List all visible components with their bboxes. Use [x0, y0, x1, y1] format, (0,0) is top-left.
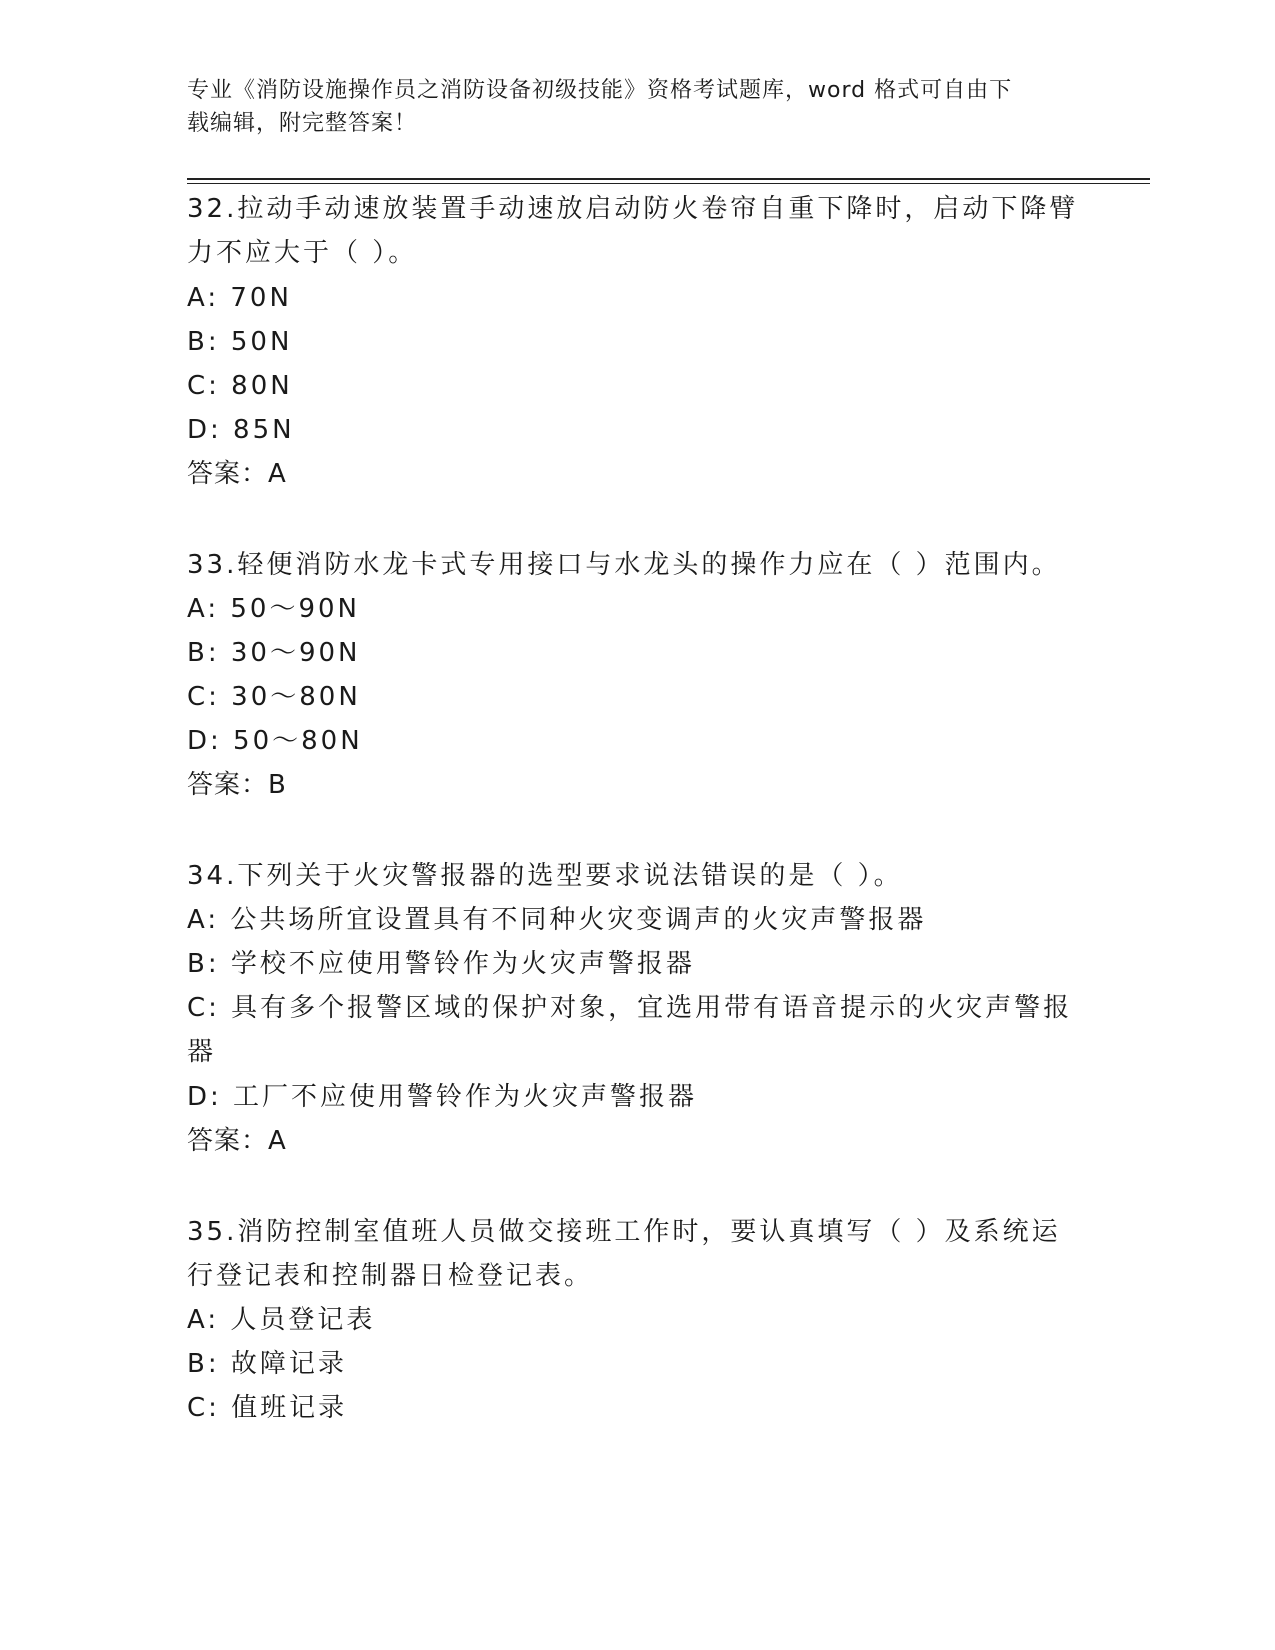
question-34-option-c-continued: 器 [187, 1037, 217, 1067]
question-32-answer: 答案：A [187, 459, 287, 489]
question-33-stem-line-1: 33.轻便消防水龙卡式专用接口与水龙头的操作力应在（ ）范围内。 [187, 550, 1061, 580]
question-34-option-d: D: 工厂不应使用警铃作为火灾声警报器 [187, 1082, 698, 1112]
question-34-answer: 答案：A [187, 1126, 287, 1156]
header-line-2: 载编辑，附完整答案！ [187, 111, 418, 136]
question-32-option-a: A: 70N [187, 283, 292, 313]
header-divider-thick [187, 178, 1150, 180]
question-33-option-c: C: 30～80N [187, 682, 361, 712]
question-32-option-c: C: 80N [187, 371, 293, 401]
question-33-option-b: B: 30～90N [187, 638, 361, 668]
question-35-option-b: B: 故障记录 [187, 1349, 347, 1379]
question-35-option-c: C: 值班记录 [187, 1393, 348, 1423]
question-33-option-a: A: 50～90N [187, 594, 360, 624]
question-32-stem-line-2: 力不应大于（ ）。 [187, 238, 418, 268]
question-34-stem-line-1: 34.下列关于火灾警报器的选型要求说法错误的是（ ）。 [187, 861, 903, 891]
question-34-option-b: B: 学校不应使用警铃作为火灾声警报器 [187, 949, 695, 979]
header-line-1: 专业《消防设施操作员之消防设备初级技能》资格考试题库，word 格式可自由下 [187, 78, 1013, 103]
question-34-option-c: C: 具有多个报警区域的保护对象，宜选用带有语音提示的火灾声警报 [187, 993, 1073, 1023]
question-32-stem-line-1: 32.拉动手动速放装置手动速放启动防火卷帘自重下降时，启动下降臂 [187, 194, 1079, 224]
question-35-option-a: A: 人员登记表 [187, 1305, 376, 1335]
header-divider-thin [187, 183, 1150, 184]
question-33-option-d: D: 50～80N [187, 726, 363, 756]
question-35-stem-line-1: 35.消防控制室值班人员做交接班工作时，要认真填写（ ）及系统运 [187, 1217, 1061, 1247]
question-34-option-a: A: 公共场所宜设置具有不同种火灾变调声的火灾声警报器 [187, 905, 927, 935]
document-header [187, 74, 1067, 140]
question-32-option-d: D: 85N [187, 415, 295, 445]
question-33-answer: 答案：B [187, 770, 287, 800]
question-32-option-b: B: 50N [187, 327, 293, 357]
question-35-stem-line-2: 行登记表和控制器日检登记表。 [187, 1261, 594, 1291]
